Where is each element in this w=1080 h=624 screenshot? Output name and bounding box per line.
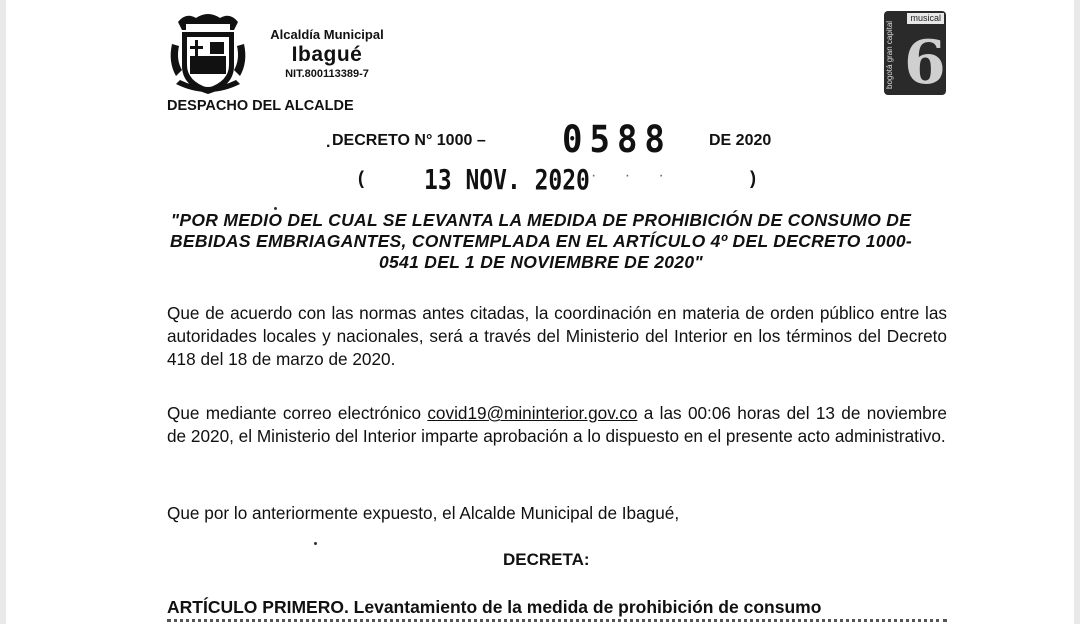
decree-dot: . (326, 134, 331, 151)
paragraph-conclusion: Que por lo anteriormente expuesto, el Alcalde Municipal de Ibagué, (167, 503, 680, 523)
ibague-coat-of-arms-icon (166, 10, 250, 100)
document-page (6, 0, 1074, 624)
office-name: DESPACHO DEL ALCALDE (167, 98, 354, 114)
badge-symbol: 6 (904, 28, 946, 95)
paragraph-coordination: Que de acuerdo con las normas antes citadas, la coordinación en materia de orden público entre las autoridades locales y nacionales, será a través del Ministerio del Interior en los términos del Decreto 418 del 18 de marzo de 2020. (167, 303, 947, 369)
decree-number: 0588 (562, 118, 672, 162)
decree-title: "POR MEDIO DEL CUAL SE LEVANTA LA MEDIDA DE PROHIBICIÓN DE CONSUMO DE BEBIDAS EMBRIAGANTES, CONTEMPLADA EN EL ARTÍCULO 4º DEL DECRETO 1000-0541 DEL 1 DE NOVIEMBRE DE 2020" (169, 210, 913, 272)
organization-header (252, 27, 402, 80)
badge-tag: musical (907, 13, 944, 24)
decree-label: DECRETO N° 1000 – (332, 132, 486, 149)
city-name: Ibagué (291, 43, 363, 66)
email-link[interactable]: covid19@mininterior.gov.co (427, 403, 638, 423)
paren-open: ( (358, 168, 364, 188)
paren-close: ) (750, 168, 756, 188)
p2-text-before: Que mediante correo electrónico (167, 403, 428, 423)
cut-off-text-line (167, 619, 947, 624)
scan-speck (274, 207, 277, 210)
date-stamp-faint-marks: · · · (591, 167, 676, 184)
date-stamp: 13 NOV. 2020 (424, 163, 590, 196)
article-first: ARTÍCULO PRIMERO. Levantamiento de la medida de prohibición de consumo (167, 597, 822, 617)
badge-side-text: bogotá gran capital (885, 20, 894, 89)
scan-speck (314, 542, 317, 545)
decreta-heading: DECRETA: (503, 550, 590, 569)
p2-text-after: a las 00:06 horas del 13 de noviembre de 2020, el Ministerio del Interior imparte aprobación a lo dispuesto en el presente acto administrativo. (167, 403, 947, 446)
decree-year: DE 2020 (709, 132, 772, 149)
city-brand-logo (884, 11, 946, 95)
org-name: Alcaldía Municipal (270, 27, 384, 42)
paragraph-email-approval (167, 402, 947, 448)
tax-id: NIT.800113389-7 (285, 68, 369, 80)
